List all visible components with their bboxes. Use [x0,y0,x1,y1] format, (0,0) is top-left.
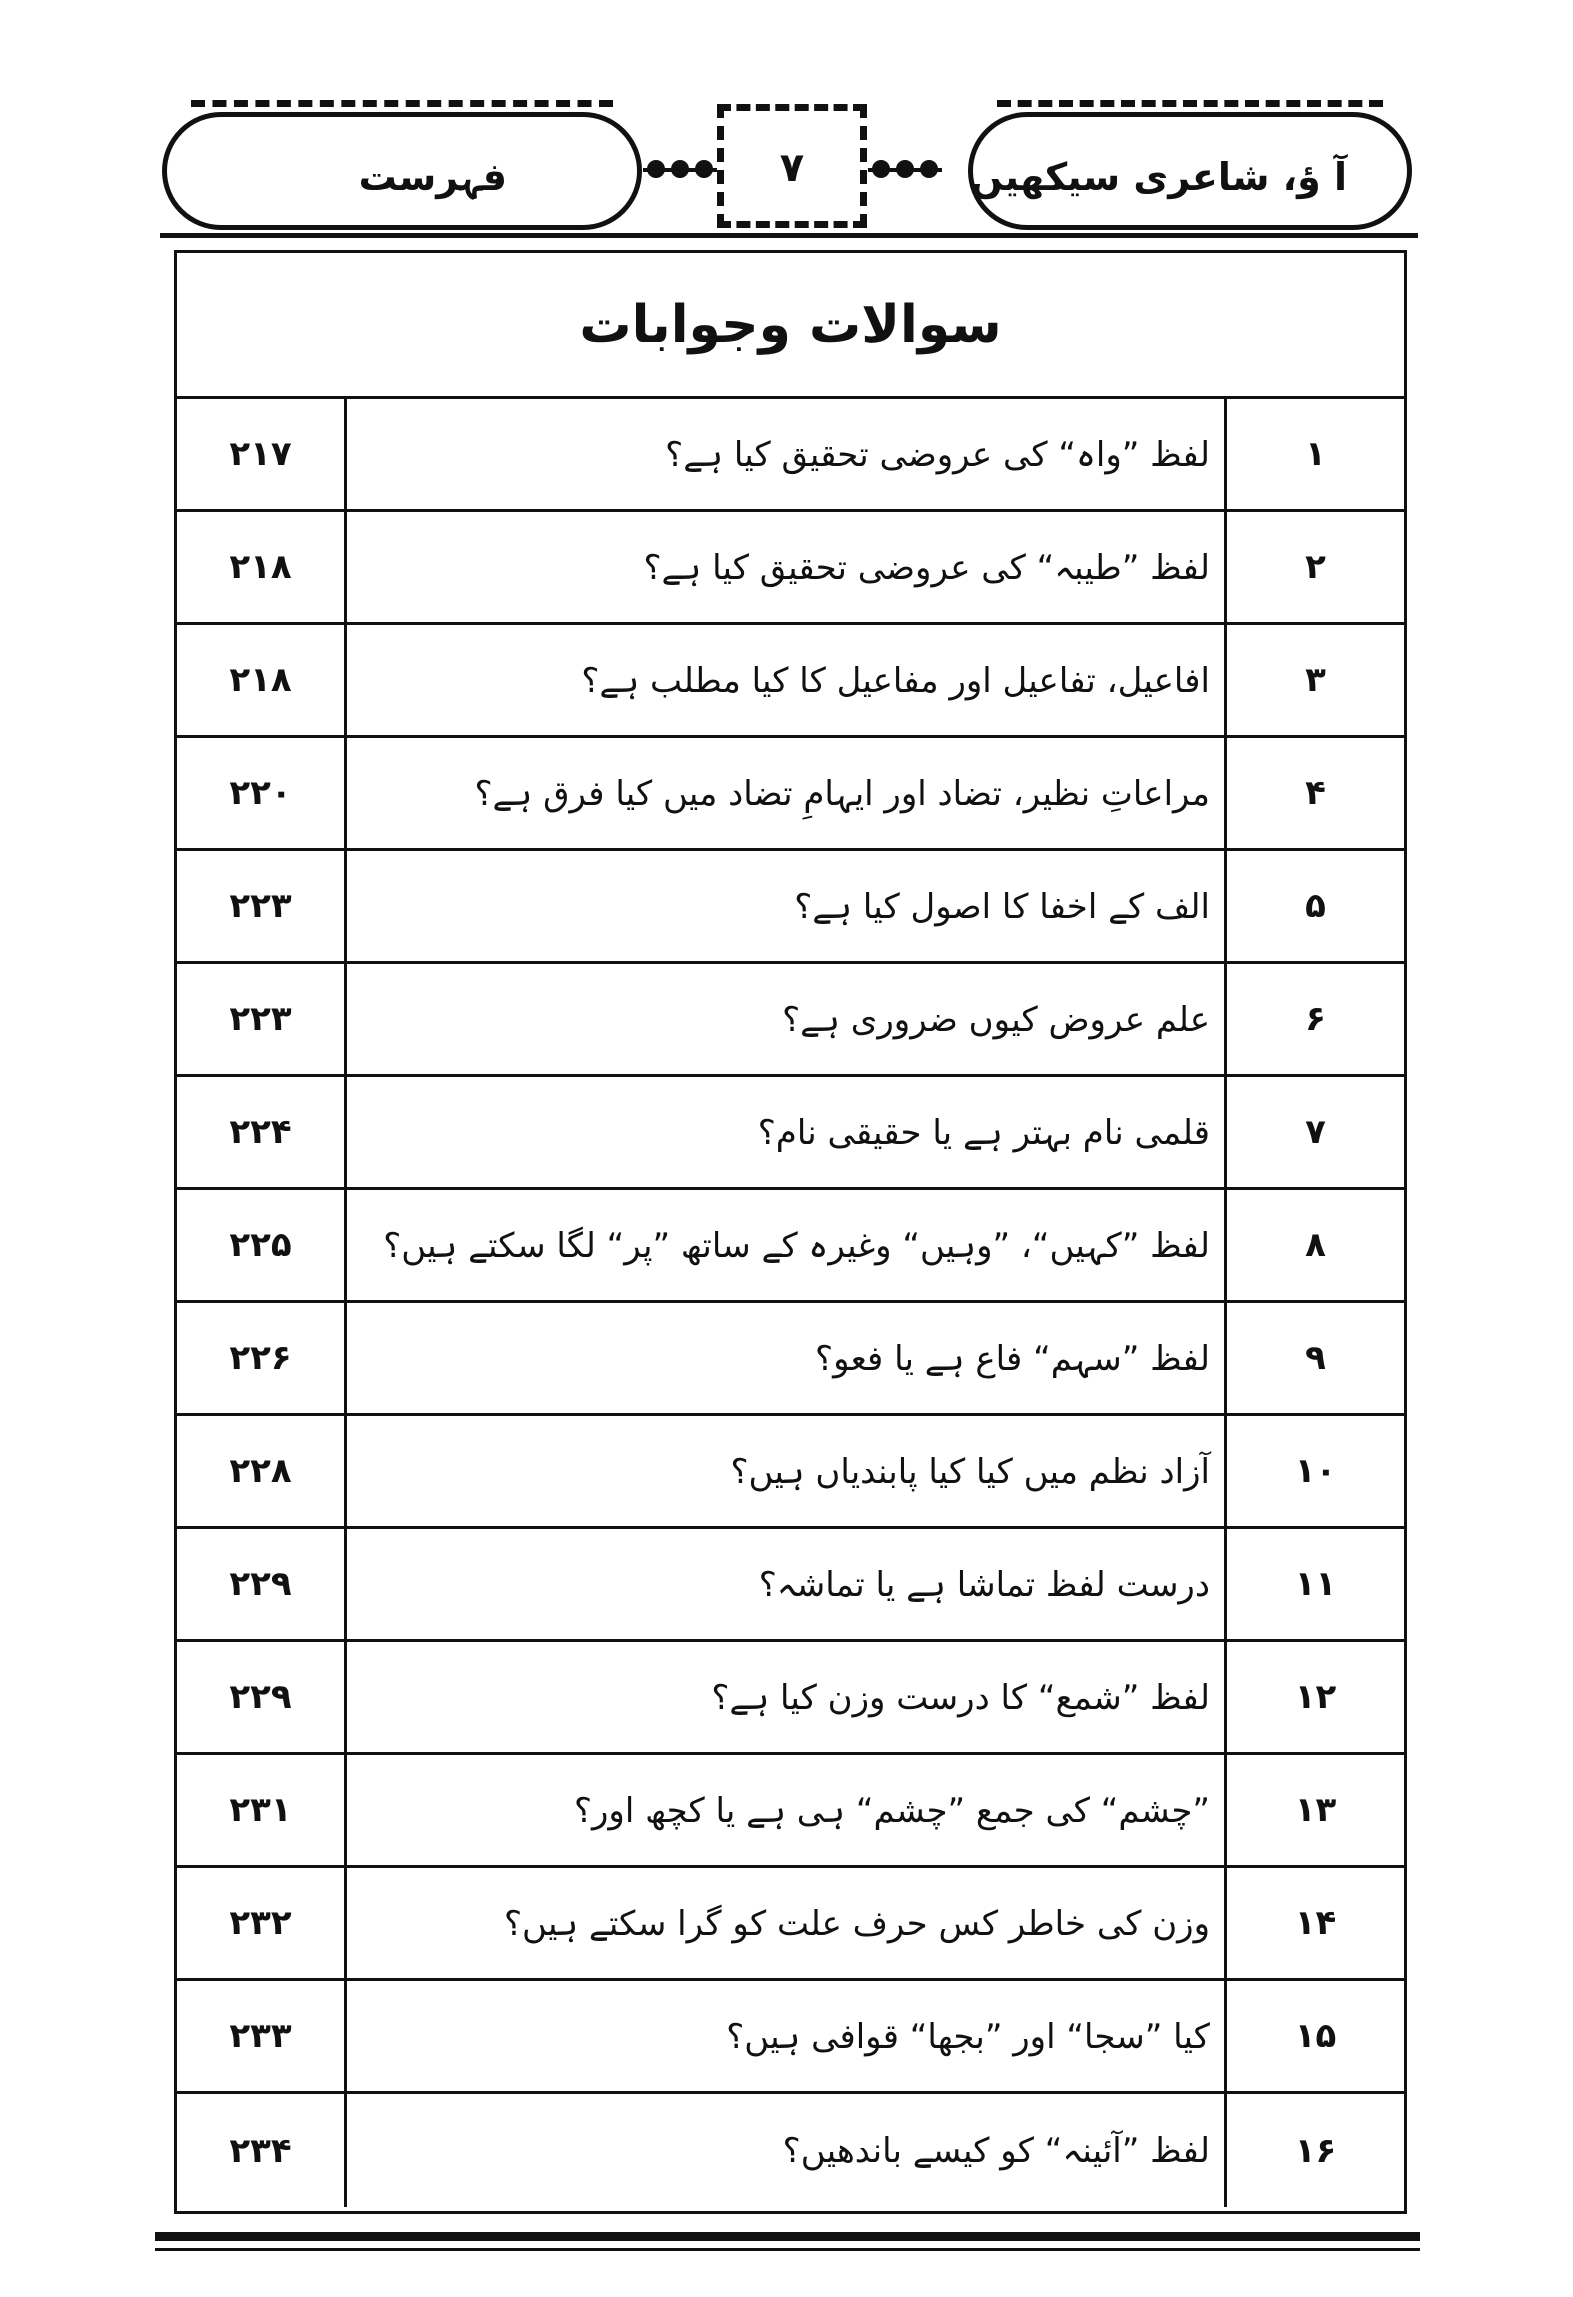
toc-page-number: ۲۲۳ [177,851,347,961]
toc-serial-number: ۸ [1305,1225,1326,1265]
toc-page-number: ۲۱۷ [177,399,347,509]
toc-page-number: ۲۲۵ [177,1190,347,1300]
toc-serial-number: ۹ [1305,1338,1326,1378]
toc-question: الف کے اخفا کا اصول کیا ہے؟ [347,851,1227,961]
toc-question: لفظ ”طیبہ“ کی عروضی تحقیق کیا ہے؟ [347,512,1227,622]
toc-page-number: ۲۲۹ [177,1529,347,1639]
toc-serial-number: ۷ [1305,1112,1326,1152]
toc-row [177,1981,1404,2094]
header-chain-ornament-right [868,166,942,174]
toc-heading-row [177,253,1404,399]
toc-row [177,964,1404,1077]
toc-serial-number: ۶ [1305,999,1326,1039]
toc-question: لفظ ”واہ“ کی عروضی تحقیق کیا ہے؟ [347,399,1227,509]
toc-page-number: ۲۳۴ [177,2094,347,2207]
toc-question: کیا ”سجا“ اور ”بجھا“ قوافی ہیں؟ [347,1981,1227,2091]
toc-row [177,1190,1404,1303]
toc-question: وزن کی خاطر کس حرف علت کو گرا سکتے ہیں؟ [347,1868,1227,1978]
toc-page-number: ۲۲۳ [177,964,347,1074]
page-number: ۷ [779,145,805,191]
toc-page-number: ۲۲۶ [177,1303,347,1413]
toc-serial-number: ۱۵ [1294,2016,1337,2056]
toc-page-number: ۲۳۳ [177,1981,347,2091]
toc-page-number: ۲۲۸ [177,1416,347,1526]
page-number-frame [717,104,867,228]
toc-question: درست لفظ تماشا ہے یا تماشہ؟ [347,1529,1227,1639]
toc-row [177,851,1404,964]
toc-heading: سوالات وجوابات [579,294,1002,355]
toc-serial-number: ۲ [1305,547,1326,587]
page-header [150,100,1420,250]
toc-serial-number: ۵ [1305,886,1326,926]
toc-page-number: ۲۳۱ [177,1755,347,1865]
toc-row [177,1077,1404,1190]
toc-row [177,512,1404,625]
section-title-frame [162,112,642,230]
toc-row [177,1642,1404,1755]
toc-question: ”چشم“ کی جمع ”چشم“ ہی ہے یا کچھ اور؟ [347,1755,1227,1865]
toc-serial-number: ۳ [1305,660,1326,700]
toc-page-number: ۲۱۸ [177,625,347,735]
toc-page-number: ۲۲۹ [177,1642,347,1752]
toc-question: آزاد نظم میں کیا کیا پابندیاں ہیں؟ [347,1416,1227,1526]
toc-serial-number: ۱۳ [1294,1790,1337,1830]
footer-rule-thick [155,2232,1420,2241]
toc-page-number: ۲۳۲ [177,1868,347,1978]
toc-question: مراعاتِ نظیر، تضاد اور ایہامِ تضاد میں کیا فرق ہے؟ [347,738,1227,848]
toc-row [177,738,1404,851]
toc-question: لفظ ”آئینہ“ کو کیسے باندھیں؟ [347,2094,1227,2207]
toc-page-number: ۲۲۴ [177,1077,347,1187]
toc-table [174,250,1407,2214]
toc-row [177,2094,1404,2207]
toc-row [177,1755,1404,1868]
toc-question: لفظ ”شمع“ کا درست وزن کیا ہے؟ [347,1642,1227,1752]
toc-row [177,1868,1404,1981]
toc-question: لفظ ”کہیں“، ”وہیں“ وغیرہ کے ساتھ ”پر“ لگا سکتے ہیں؟ [347,1190,1227,1300]
footer-rule-thin [155,2248,1420,2251]
section-title: فہرست [358,155,507,199]
toc-serial-number: ۱۰ [1294,1451,1337,1491]
toc-question: افاعیل، تفاعیل اور مفاعیل کا کیا مطلب ہے؟ [347,625,1227,735]
header-chain-ornament-left [643,166,717,174]
toc-row [177,399,1404,512]
toc-row [177,1416,1404,1529]
toc-serial-number: ۴ [1305,773,1326,813]
header-divider [160,233,1418,238]
toc-serial-number: ۱۶ [1294,2130,1337,2171]
toc-question: قلمی نام بہتر ہے یا حقیقی نام؟ [347,1077,1227,1187]
book-title-frame [968,112,1412,230]
toc-page-number: ۲۲۰ [177,738,347,848]
book-title: آ ؤ، شاعری سیکھیں [970,155,1347,199]
toc-serial-number: ۱۴ [1294,1903,1337,1943]
toc-serial-number: ۱۱ [1294,1564,1337,1604]
toc-serial-number: ۱ [1305,434,1326,474]
toc-serial-number: ۱۲ [1294,1677,1337,1717]
toc-question: علم عروض کیوں ضروری ہے؟ [347,964,1227,1074]
toc-row [177,1303,1404,1416]
toc-row [177,1529,1404,1642]
toc-page-number: ۲۱۸ [177,512,347,622]
toc-question: لفظ ”سہم“ فاع ہے یا فعو؟ [347,1303,1227,1413]
toc-row [177,625,1404,738]
